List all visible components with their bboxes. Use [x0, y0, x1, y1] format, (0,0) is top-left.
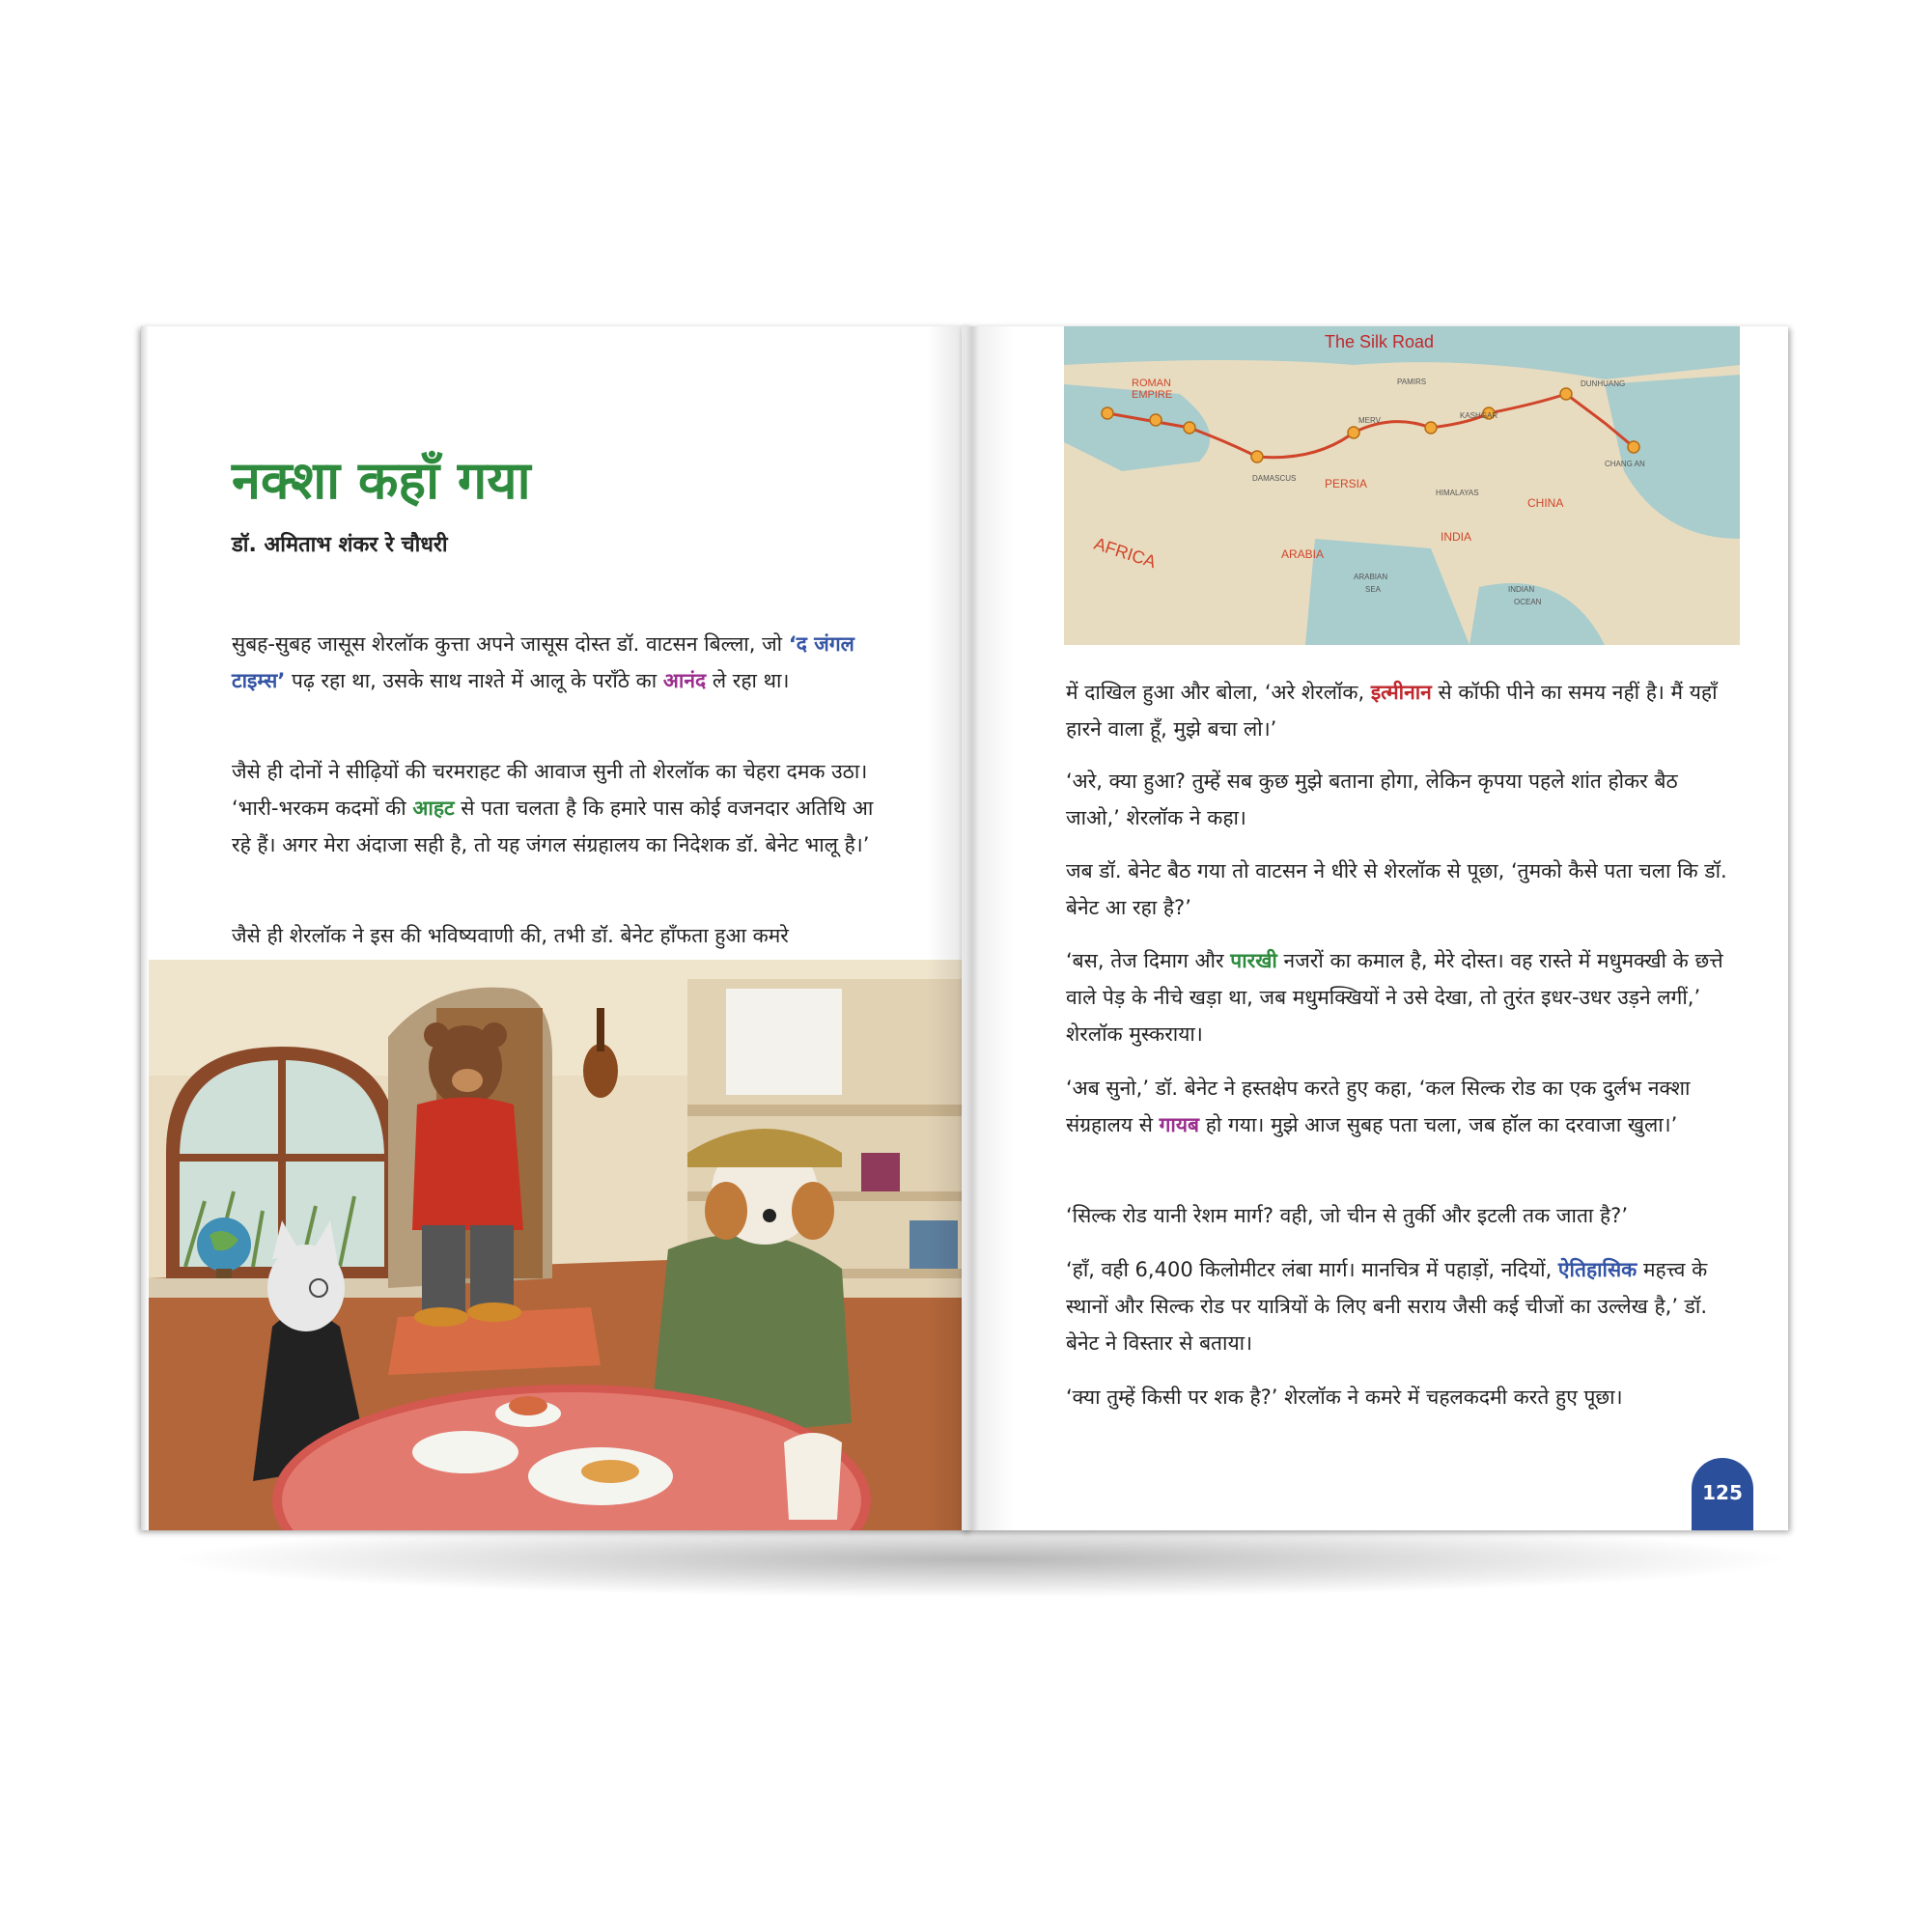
highlight-newspaper-name: ‘द जंगल टाइम्स’	[232, 632, 854, 692]
silk-road-map	[1064, 326, 1740, 645]
page-number-badge: 125	[1692, 1458, 1753, 1530]
label-empire: EMPIRE	[1132, 389, 1173, 401]
text-run: जैसे ही दोनों ने सीढ़ियों की चरमराहट की आवाज सुनी तो शेरलॉक का चेहरा दमक उठा। ‘भारी-भरकम कदमों की	[232, 760, 868, 820]
label-changan: CHANG AN	[1605, 460, 1645, 468]
text-run: हो गया। मुझे आज सुबह पता चला, जब हॉल का दरवाजा खुला।’	[1199, 1113, 1678, 1136]
label-roman: ROMAN	[1132, 378, 1171, 389]
highlight-word: आनंद	[662, 669, 707, 692]
paragraph-5: ‘अरे, क्या हुआ? तुम्हें सब कुछ मुझे बताना होगा, लेकिन कृपया पहले शांत होकर बैठ जाओ,’ शेरलॉक ने कहा।	[1066, 770, 1678, 829]
label-kashgar: KASHGAR	[1460, 411, 1498, 420]
paragraph-7	[1066, 942, 1732, 1052]
highlight-word: ऐतिहासिक	[1557, 1258, 1637, 1281]
text-run: पढ़ रहा था, उसके साथ नाश्ते में आलू के पराँठे का	[285, 669, 663, 692]
text-run: से पता चलता है कि हमारे पास कोई वजनदार अतिथि आ रहे हैं। अगर मेरा अंदाजा सही है, तो यह जंगल संग्रहालय का निदेशक डॉ. बेनेट भालू है।’	[232, 797, 874, 856]
highlight-word: गायब	[1159, 1113, 1200, 1136]
paragraph-10	[1066, 1251, 1732, 1361]
paragraph-8	[1066, 1070, 1732, 1143]
label-damascus: DAMASCUS	[1252, 474, 1297, 483]
text-run: नजरों का कमाल है, मेरे दोस्त। वह रास्ते में मधुमक्खी के छत्ते वाले पेड़ के नीचे खड़ा था, जब मधुमक्खियों ने उसे देखा, तो तुरंत इधर-उधर उड़ने लगीं,’ शेरलॉक मुस्कराया।	[1066, 949, 1723, 1046]
text-run: ‘अब सुनो,’ डॉ. बेनेट ने हस्तक्षेप करते हुए कहा, ‘कल सिल्क रोड का एक दुर्लभ नक्शा संग्रहालय से	[1066, 1077, 1691, 1136]
label-china: CHINA	[1527, 496, 1564, 510]
paragraph-6: जब डॉ. बेनेट बैठ गया तो वाटसन ने धीरे से शेरलॉक से पूछा, ‘तुमको कैसे पता चला कि डॉ. बेनेट आ रहा है?’	[1066, 859, 1727, 919]
label-indian: INDIAN	[1508, 585, 1535, 594]
label-himalayas: HIMALAYAS	[1436, 489, 1479, 497]
paragraph-4	[1066, 674, 1732, 747]
text-run: ‘बस, तेज दिमाग और	[1066, 949, 1231, 972]
book-shadow	[164, 1521, 1796, 1598]
label-india: INDIA	[1441, 530, 1472, 544]
label-pamirs: PAMIRS	[1397, 378, 1427, 386]
label-persia: PERSIA	[1325, 477, 1368, 490]
text-run: में दाखिल हुआ और बोला, ‘अरे शेरलॉक,	[1066, 681, 1371, 704]
paragraph-11: ‘क्या तुम्हें किसी पर शक है?’ शेरलॉक ने कमरे में चहलकदमी करते हुए पूछा।	[1066, 1386, 1623, 1409]
right-page	[962, 326, 1788, 1530]
page-edge	[141, 326, 149, 1530]
label-ocean: OCEAN	[1514, 598, 1542, 606]
label-arabia: ARABIA	[1281, 547, 1325, 561]
paragraph-9: ‘सिल्क रोड यानी रेशम मार्ग? वही, जो चीन से तुर्की और इटली तक जाता है?’	[1066, 1204, 1628, 1227]
label-arabian: ARABIAN	[1354, 573, 1388, 581]
breakfast-scene-illustration	[147, 960, 971, 1530]
highlight-word: पारखी	[1230, 949, 1277, 972]
label-africa: AFRICA	[1091, 533, 1159, 573]
highlight-word: इत्मीनान	[1370, 681, 1432, 704]
highlight-word: आहट	[412, 797, 455, 820]
author-name: डॉ. अमिताभ शंकर रे चौधरी	[232, 533, 448, 557]
text-run: ले रहा था।	[706, 669, 790, 692]
paragraph-3: जैसे ही शेरलॉक ने इस की भविष्यवाणी की, तभी डॉ. बेनेट हाँफता हुआ कमरे	[232, 924, 789, 947]
label-sea: SEA	[1365, 585, 1382, 594]
label-dunhuang: DUNHUANG	[1581, 379, 1626, 388]
text-run: सुबह-सुबह जासूस शेरलॉक कुत्ता अपने जासूस दोस्त डॉ. वाटसन बिल्ला, जो	[232, 632, 783, 656]
story-title: नक्शा कहाँ गया	[232, 450, 531, 511]
left-page	[141, 326, 971, 1530]
text-run: ‘हाँ, वही 6,400 किलोमीटर लंबा मार्ग। मानचित्र में पहाड़ों, नदियों,	[1066, 1258, 1558, 1281]
map-title: The Silk Road	[1325, 332, 1435, 351]
text-run: से कॉफी पीने का समय नहीं है। मैं यहाँ हारने वाला हूँ, मुझे बचा लो।’	[1066, 681, 1718, 741]
text-run: महत्त्व के स्थानों और सिल्क रोड पर यात्रियों के लिए बनी सराय जैसी कई चीजों का उल्लेख है,’ डॉ. बेनेट ने विस्तार से बताया।	[1066, 1258, 1708, 1355]
paragraph-2	[232, 753, 898, 863]
paragraph-1	[232, 626, 898, 699]
label-merv: MERV	[1358, 416, 1381, 425]
